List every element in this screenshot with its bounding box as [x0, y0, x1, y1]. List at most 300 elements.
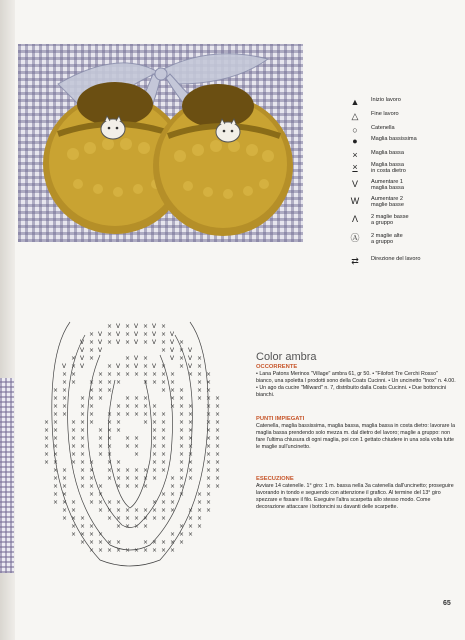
stitch-symbol: × [116, 371, 122, 378]
stitch-symbol: × [125, 483, 131, 490]
stitch-symbol: × [89, 467, 95, 474]
underlined-cross-icon: × [352, 162, 358, 172]
stitch-symbol: × [53, 451, 59, 458]
stitch-symbol: × [197, 523, 203, 530]
stitch-symbol: × [161, 443, 167, 450]
stitch-symbol: × [161, 411, 167, 418]
stitch-symbol: × [107, 419, 113, 426]
stitch-symbol: × [80, 531, 86, 538]
stitch-symbol: × [80, 467, 86, 474]
stitch-symbol: × [179, 339, 185, 346]
stitch-symbol: × [134, 395, 140, 402]
oval-chain-icon: ○ [352, 125, 358, 135]
stitch-symbol: × [116, 419, 122, 426]
stitch-symbol: × [170, 507, 176, 514]
stitch-symbol: × [80, 475, 86, 482]
stitch-symbol: × [134, 443, 140, 450]
stitch-symbol: V [170, 347, 175, 354]
stitch-symbol: × [134, 507, 140, 514]
stitch-symbol: × [197, 363, 203, 370]
stitch-symbol: × [215, 467, 221, 474]
stitch-symbol: × [152, 411, 158, 418]
stitch-symbol: × [161, 547, 167, 554]
stitch-symbol: × [107, 515, 113, 522]
stitch-symbol: × [215, 427, 221, 434]
instructions-section [256, 476, 456, 511]
stitch-symbol: × [215, 483, 221, 490]
stitch-symbol: × [89, 331, 95, 338]
stitch-symbol: × [80, 427, 86, 434]
stitch-symbol: × [143, 475, 149, 482]
stitch-symbol: × [134, 371, 140, 378]
crochet-chart [30, 310, 235, 575]
stitch-symbol: × [197, 507, 203, 514]
stitch-symbol: × [125, 515, 131, 522]
stitch-symbol: × [53, 459, 59, 466]
stitch-symbol: × [188, 507, 194, 514]
stitch-symbol: × [161, 459, 167, 466]
stitch-symbol: × [80, 395, 86, 402]
stitch-symbol: × [206, 403, 212, 410]
stitch-symbol: × [125, 339, 131, 346]
symbol-legend [347, 97, 459, 270]
stitch-symbol: × [125, 547, 131, 554]
stitch-symbol: × [98, 491, 104, 498]
stitch-symbol: × [152, 435, 158, 442]
stitch-symbol: × [143, 395, 149, 402]
stitch-symbol: × [197, 515, 203, 522]
stitch-symbol: × [215, 459, 221, 466]
stitch-symbol: × [80, 523, 86, 530]
stitch-symbol: × [179, 347, 185, 354]
stitch-symbol: × [62, 403, 68, 410]
stitch-symbol: × [98, 547, 104, 554]
stitch-symbol: × [107, 547, 113, 554]
stitch-symbol: × [89, 339, 95, 346]
stitch-symbol: × [98, 499, 104, 506]
stitch-symbol: × [152, 459, 158, 466]
increase-one-icon: V [351, 179, 358, 189]
stitch-symbol: × [143, 539, 149, 546]
stitch-symbol: × [116, 411, 122, 418]
stitch-symbol: × [134, 467, 140, 474]
stitch-symbol: × [215, 451, 221, 458]
stitch-symbol: × [125, 475, 131, 482]
stitch-symbol: V [188, 355, 193, 362]
stitch-symbol: × [215, 395, 221, 402]
stitch-symbol: × [107, 379, 113, 386]
cross-icon: × [352, 150, 358, 160]
stitch-symbol: × [125, 411, 131, 418]
stitch-symbol: × [179, 355, 185, 362]
stitch-symbol: × [98, 427, 104, 434]
stitch-symbol: × [143, 379, 149, 386]
stitch-symbol: × [179, 435, 185, 442]
stitch-symbol: × [89, 539, 95, 546]
stitch-symbol: × [107, 323, 113, 330]
stitch-symbol: × [116, 427, 122, 434]
legend-row [347, 136, 459, 150]
stitch-symbol: × [215, 435, 221, 442]
stitch-symbol: × [206, 427, 212, 434]
stitch-symbol: × [206, 467, 212, 474]
stitch-symbol: × [98, 387, 104, 394]
stitch-symbol: × [44, 459, 50, 466]
materials-section [256, 364, 456, 399]
stitch-symbol: × [179, 387, 185, 394]
stitch-symbol: V [80, 347, 85, 354]
decrease-two-double-icon: Ⓐ [350, 233, 360, 243]
legend-label: Fine lavoro [371, 111, 399, 117]
stitch-symbol: × [71, 435, 77, 442]
solid-up-arrow-icon: ▲ [350, 97, 360, 107]
stitch-symbol: × [116, 459, 122, 466]
stitch-symbol: V [134, 323, 139, 330]
stitch-symbol: × [125, 443, 131, 450]
stitch-symbol: × [53, 395, 59, 402]
legend-label: 2 maglie alte a gruppo [371, 233, 403, 246]
legend-row [347, 162, 459, 179]
stitch-symbol: × [116, 547, 122, 554]
stitch-symbol: × [89, 419, 95, 426]
stitch-symbol: × [152, 403, 158, 410]
stitch-symbol: × [116, 467, 122, 474]
stitch-symbol: × [179, 467, 185, 474]
stitch-symbol: × [125, 371, 131, 378]
stitch-symbol: × [71, 523, 77, 530]
legend-row [347, 111, 459, 125]
stitch-symbol: × [161, 515, 167, 522]
stitch-symbol: × [170, 539, 176, 546]
stitch-symbol: × [53, 483, 59, 490]
stitch-symbol: V [98, 331, 103, 338]
stitch-symbol: × [188, 531, 194, 538]
stitch-symbol: × [71, 499, 77, 506]
stitch-symbol: × [98, 539, 104, 546]
stitch-symbol: × [89, 379, 95, 386]
stitch-symbol: × [80, 539, 86, 546]
stitch-symbol: × [71, 459, 77, 466]
stitch-symbol: × [134, 475, 140, 482]
stitch-symbol: × [143, 339, 149, 346]
stitch-symbol: × [62, 491, 68, 498]
stitch-symbol: × [143, 323, 149, 330]
stitch-symbol: × [71, 451, 77, 458]
stitch-symbol: × [161, 387, 167, 394]
stitch-symbol: × [215, 403, 221, 410]
stitch-symbol: × [206, 411, 212, 418]
stitch-symbol: × [170, 387, 176, 394]
stitch-symbol: × [89, 387, 95, 394]
stitch-symbol: × [107, 363, 113, 370]
stitch-symbol: × [197, 491, 203, 498]
stitch-symbol: × [197, 499, 203, 506]
stitch-symbol: V [134, 363, 139, 370]
stitch-symbol: × [143, 355, 149, 362]
stitch-symbol: V [80, 363, 85, 370]
stitch-symbol: × [125, 467, 131, 474]
legend-label: Catenella [371, 125, 395, 131]
stitch-symbol: × [152, 379, 158, 386]
stitch-symbol: × [89, 347, 95, 354]
stitch-symbol: × [89, 483, 95, 490]
stitch-symbol: × [143, 523, 149, 530]
legend-row [347, 97, 459, 111]
stitch-symbol: × [134, 515, 140, 522]
stitch-symbol: × [206, 435, 212, 442]
stitch-symbol: × [134, 523, 140, 530]
stitch-symbol: × [53, 467, 59, 474]
stitch-symbol: × [161, 363, 167, 370]
stitch-symbol: × [179, 523, 185, 530]
gingham-edge [0, 378, 14, 573]
stitch-symbol: × [161, 347, 167, 354]
stitch-symbol: × [80, 515, 86, 522]
page-number: 65 [443, 600, 451, 607]
legend-label: Maglia bassissima [371, 136, 417, 142]
stitch-symbol: × [89, 459, 95, 466]
stitch-symbol: × [143, 483, 149, 490]
stitch-symbol: × [134, 435, 140, 442]
stitch-symbol: × [152, 499, 158, 506]
stitch-symbol: V [188, 347, 193, 354]
instructions-heading: ESECUZIONE [256, 476, 294, 482]
stitch-symbol: × [125, 403, 131, 410]
stitch-symbol: × [179, 443, 185, 450]
stitch-symbol: × [125, 523, 131, 530]
stitch-symbol: V [170, 331, 175, 338]
stitch-symbol: × [170, 491, 176, 498]
stitch-symbol: × [62, 483, 68, 490]
stitch-symbol: × [98, 395, 104, 402]
stitch-symbol: × [107, 387, 113, 394]
legend-row [347, 233, 459, 256]
stitch-symbol: × [161, 467, 167, 474]
stitch-symbol: × [161, 427, 167, 434]
stitch-symbol: × [206, 395, 212, 402]
stitch-symbol: × [71, 355, 77, 362]
crochet-chart-svg [30, 310, 235, 575]
stitch-symbol: V [152, 339, 157, 346]
stitch-symbol: × [143, 331, 149, 338]
legend-label: Maglia bassa [371, 150, 404, 156]
stitch-symbol: × [143, 411, 149, 418]
stitch-symbol: × [215, 411, 221, 418]
legend-row [347, 179, 459, 196]
stitch-symbol: × [161, 491, 167, 498]
stitch-symbol: × [152, 467, 158, 474]
stitch-symbol: × [44, 451, 50, 458]
stitch-symbol: × [152, 451, 158, 458]
stitch-symbol: × [71, 371, 77, 378]
stitch-symbol: × [80, 451, 86, 458]
legend-row [347, 125, 459, 136]
stitch-symbol: × [62, 515, 68, 522]
stitch-symbol: V [98, 347, 103, 354]
stitch-symbol: × [215, 419, 221, 426]
stitch-symbol: × [188, 403, 194, 410]
stitch-symbol: V [116, 323, 121, 330]
stitch-symbol: × [206, 443, 212, 450]
stitch-symbol: × [197, 371, 203, 378]
stitch-symbol: × [80, 403, 86, 410]
stitch-symbol: × [206, 491, 212, 498]
stitch-symbol: × [80, 443, 86, 450]
stitch-symbol: × [161, 435, 167, 442]
stitch-symbol: × [62, 499, 68, 506]
stitch-symbol: V [80, 355, 85, 362]
stitch-symbol: × [197, 379, 203, 386]
stitch-symbol: × [89, 403, 95, 410]
stitch-symbol: × [107, 467, 113, 474]
stitch-symbol: V [62, 363, 67, 370]
stitch-symbol: × [161, 371, 167, 378]
stitch-symbol: × [206, 499, 212, 506]
stitch-symbol: V [80, 339, 85, 346]
stitch-symbol: × [179, 403, 185, 410]
stitch-symbol: × [107, 435, 113, 442]
stitch-symbol: × [170, 371, 176, 378]
legend-row [347, 196, 459, 214]
right-bootie [153, 84, 293, 236]
stitch-symbol: V [152, 331, 157, 338]
stitch-symbol: × [71, 419, 77, 426]
stitch-symbol: × [80, 459, 86, 466]
stitch-symbol: × [53, 435, 59, 442]
stitch-symbol: × [152, 475, 158, 482]
stitches-section [256, 416, 456, 451]
stitch-symbol: × [152, 427, 158, 434]
stitch-symbol: V [170, 355, 175, 362]
materials-text: • Lana Patons Merinos "Village" ambra 61, gr 50. • "Filofort Tre Cerchi Rosso" bianco, una spoletta l prodotti sono della Coats Cucinni. • Un uncinetto "Inox" n. 4.00. • Un ago da cucire "Milward" n. 7, distribuito dalla Coats Cucinni. • Due bottoncini bianchi. [256, 371, 456, 399]
stitch-symbol: × [188, 523, 194, 530]
stitch-symbol: × [53, 443, 59, 450]
stitch-symbol: × [116, 379, 122, 386]
stitches-text: Catenella, maglia bassissima, maglia bassa, maglia bassa in costa dietro: lavorare la maglia bassa prendendo solo mezza m. dal dietro del lavoro; maglie a gruppo: non fare l'ultima chiusura di ogni maglia, poi con 1 gettato chiudere in una sola volta tutte le maglie sull'uncinetto. [256, 423, 456, 451]
stitch-symbol: × [53, 387, 59, 394]
stitch-symbol: × [161, 507, 167, 514]
stitch-symbol: × [134, 403, 140, 410]
stitch-symbol: × [116, 539, 122, 546]
stitch-symbol: × [80, 435, 86, 442]
instructions-text: Avviare 14 catenelle. 1° giro: 1 m. bassa nella 3a catenella dall'uncinetto; proseguire lavorando in tondo e seguendo con attenzione il grafico. Al termine del 13° giro spezzare e fissare il filo. Eseguire l'altra scarpetta allo stesso modo. Come decorazione attaccare i bottoncini su davanti delle scarpette. [256, 483, 454, 511]
stitch-symbol: × [215, 475, 221, 482]
stitch-symbol: × [125, 331, 131, 338]
legend-label: 2 maglie basse a gruppo [371, 214, 409, 227]
stitch-symbol: × [170, 531, 176, 538]
stitch-symbol: × [89, 547, 95, 554]
stitch-symbol: × [71, 507, 77, 514]
stitch-symbol: × [134, 411, 140, 418]
stitch-symbol: × [143, 419, 149, 426]
stitch-symbol: × [161, 539, 167, 546]
stitch-symbol: × [53, 491, 59, 498]
stitch-symbol: × [116, 499, 122, 506]
legend-row [347, 214, 459, 233]
stitch-symbol: × [71, 427, 77, 434]
stitch-symbol: × [197, 395, 203, 402]
stitch-symbol: × [89, 523, 95, 530]
stitch-symbol: × [179, 483, 185, 490]
stitch-symbol: × [98, 443, 104, 450]
stitch-symbol: V [152, 323, 157, 330]
stitch-symbol: × [206, 371, 212, 378]
stitch-symbol: × [71, 531, 77, 538]
stitch-symbol: × [107, 443, 113, 450]
stitch-symbol: × [98, 435, 104, 442]
stitch-symbol: V [170, 339, 175, 346]
stitch-symbol: × [152, 547, 158, 554]
stitch-symbol: × [170, 547, 176, 554]
stitch-symbol: × [53, 475, 59, 482]
legend-label: Maglia bassa in costa dietro [371, 162, 406, 175]
stitch-symbol: × [170, 499, 176, 506]
stitch-symbol: × [206, 387, 212, 394]
stitch-symbol: V [134, 355, 139, 362]
stitch-symbol: V [134, 331, 139, 338]
stitch-symbol: × [134, 483, 140, 490]
pattern-title: Color ambra [256, 351, 317, 363]
stitch-symbol: × [62, 507, 68, 514]
stitch-symbol: × [179, 491, 185, 498]
stitch-symbol: V [152, 363, 157, 370]
stitch-symbol: × [71, 515, 77, 522]
stitch-symbol: × [179, 539, 185, 546]
stitch-symbol: × [188, 427, 194, 434]
stitch-symbol: × [98, 507, 104, 514]
stitch-symbol: × [71, 363, 77, 370]
stitch-symbol: × [107, 459, 113, 466]
stitch-symbol: × [116, 475, 122, 482]
stitch-symbol: × [161, 339, 167, 346]
stitch-symbol: × [152, 507, 158, 514]
stitch-symbol: × [89, 395, 95, 402]
stitch-symbol: × [152, 443, 158, 450]
stitch-symbol: × [188, 467, 194, 474]
stitch-symbol: × [107, 539, 113, 546]
stitch-symbol: × [107, 331, 113, 338]
stitch-symbol: × [179, 411, 185, 418]
stitch-symbol: × [62, 387, 68, 394]
stitch-symbol: × [53, 419, 59, 426]
stitch-symbol: × [62, 411, 68, 418]
stitch-symbol: × [98, 483, 104, 490]
stitch-symbol: × [125, 435, 131, 442]
stitch-symbol: × [80, 483, 86, 490]
stitch-symbol: × [206, 475, 212, 482]
stitch-symbol: × [161, 419, 167, 426]
stitch-symbol: × [170, 379, 176, 386]
stitch-symbol: × [62, 475, 68, 482]
stitch-symbol: × [62, 371, 68, 378]
stitch-symbol: × [107, 339, 113, 346]
stitch-symbol: × [53, 499, 59, 506]
stitch-symbol: × [134, 547, 140, 554]
decrease-two-single-icon: Λ [351, 214, 358, 224]
stitch-symbol: × [89, 475, 95, 482]
stitch-symbol: × [143, 507, 149, 514]
open-up-arrow-icon: △ [351, 111, 359, 121]
legend-row [347, 256, 459, 270]
stitch-symbol: × [188, 411, 194, 418]
stitch-symbol: V [134, 339, 139, 346]
stitch-symbol: × [206, 379, 212, 386]
stitch-symbol: × [161, 331, 167, 338]
stitch-symbol: × [71, 443, 77, 450]
stitch-symbol: × [53, 427, 59, 434]
stitch-symbol: × [197, 387, 203, 394]
stitch-symbol: × [179, 419, 185, 426]
